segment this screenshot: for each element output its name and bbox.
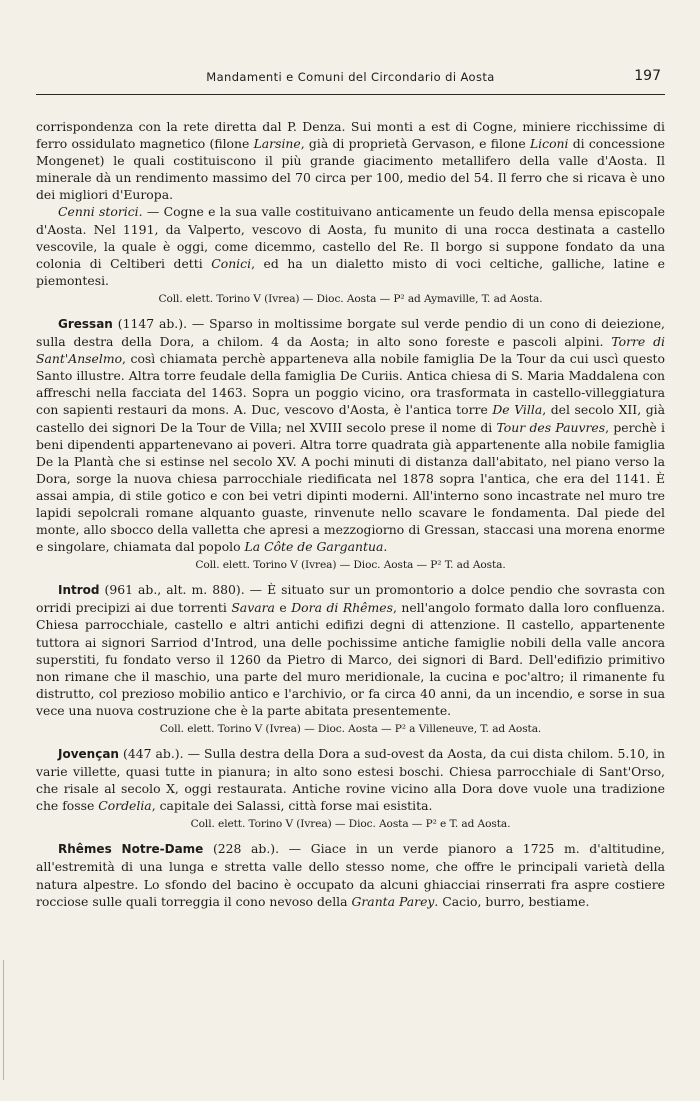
entry-name-introd: Introd <box>58 583 100 598</box>
text-run: (1147 ab.). — Sparso in moltissime borgate sul verde pendio di un cono di deiezione, sulla destra della Dora, a chilom. 4 da Aosta; in alto sono foreste e pascoli alpini. <box>36 315 665 350</box>
text-run: e <box>274 600 292 616</box>
header-rule <box>36 94 665 95</box>
italic-run: Dora di Rhêmes <box>291 600 393 616</box>
text-run: (447 ab.). — Sulla destra della Dora a sud-ovest da Aosta, da cui dista chilom. 5.10, in varie villette, quasi tutte in pianura; in alto sono estesi boschi. Chiesa parrocchiale di Sant'Orso, che risale al secolo X, oggi restaurata. Antiche rovine vicino alla Dora dove vuole una tradizione che fosse <box>36 746 665 814</box>
gressan-entry <box>36 315 665 555</box>
text-run: di concessione Mongenet) le quali costituiscono il più grande giacimento metallifero della valle d'Aosta. Il minerale dà un rendimento massimo del 70 circa per 100, medio del 54. Il ferro che si ricava è uno dei migliori d'Europa. <box>36 136 665 203</box>
jovencan-entry <box>36 745 665 814</box>
text-run: corrispondenza con la rete diretta dal P. Denza. Sui monti a est di Cogne, miniere ricchissime di ferro ossidulato magnetico (filone <box>36 119 665 152</box>
rhemes-entry <box>36 840 665 909</box>
italic-run: Cenni storici. <box>58 204 143 220</box>
gressan-admin-line: Coll. elett. Torino V (Ivrea) — Dioc. Aosta — P² T. ad Aosta. <box>195 559 506 572</box>
italic-run: Granta Parey <box>351 893 435 909</box>
text-run: , capitale dei Salassi, città forse mai esistita. <box>151 798 433 814</box>
italic-run: De Villa <box>492 402 543 418</box>
italic-run: Liconi <box>529 136 569 152</box>
page-number: 197 <box>634 68 661 84</box>
page-body <box>36 118 665 910</box>
entry-name-rhemes: Rhêmes Notre-Dame <box>58 842 204 857</box>
italic-run: La Côte de Gargantua. <box>244 539 388 555</box>
text-run: , del secolo XII, già castello dei signori De la Tour de Villa; nel XVIII secolo prese il nome di <box>36 402 665 435</box>
running-header <box>36 66 665 88</box>
text-run: — Cogne e la sua valle costituivano anticamente un feudo della mensa episcopale d'Aosta. Nel 1191, da Valperto, vescovo di Aosta, fu munito di una rocca destinata a castello vescovile, la quale è oggi, come dicemmo, castello del Re. Il borgo si suppone fondato da una colonia di Celtiberi detti <box>36 204 665 271</box>
italic-run: Savara <box>231 600 275 616</box>
text-run: , già di proprietà Gervason, e filone <box>300 136 530 152</box>
text-run: (228 ab.). — Giace in un verde pianoro a 1725 m. d'altitudine, all'estremità di una lunga e stretta valle dello stesso nome, che offre le principali varietà della natura alpestre. Lo sfondo del bacino è occupato da alcuni ghiacciai rinserrati fra aspre costiere rocciose sulle quali torreggia il cono nevoso della <box>36 841 665 909</box>
italic-run: Tour des Pauvres <box>496 419 606 435</box>
italic-run: Conici <box>211 255 252 271</box>
introd-entry <box>36 581 665 719</box>
running-title: Mandamenti e Comuni del Circondario di Aosta <box>206 70 495 84</box>
entry-name-gressan: Gressan <box>58 316 113 331</box>
cogne-admin-line: Coll. elett. Torino V (Ivrea) — Dioc. Aosta — P² ad Aymaville, T. ad Aosta. <box>158 292 543 305</box>
entry-name-jovencan: Jovençan <box>58 747 119 761</box>
italic-run: Torre di Sant'Anselmo <box>36 334 665 367</box>
cogne-continuation-paragraph <box>36 118 665 203</box>
text-run: , nell'angolo formato dalla loro confluenza. Chiesa parrocchiale, castello e altri antichi edifizi degni di attenzione. Il castello, appartenente tuttora ai signori Sarriod d'Introd, una delle pochissime antiche famiglie nobili della valle ancora superstiti, fu fondato verso il 1260 da Pietro di Marco, dei signori di Bard. Dell'edifizio primitivo non rimane che il maschio, una parte del muro meridionale, la cucina e poc'altro; il rimanente fu distrutto, col prezioso mobilio antico e l'archivio, or fa circa 40 anni, da un incendio, e sorse in sua vece una nuova costruzione che è la parte abitata presentemente. <box>36 600 666 718</box>
italic-run: Cordelia <box>98 798 152 814</box>
text-run: . Cacio, burro, bestiame. <box>434 893 590 909</box>
cogne-history-paragraph <box>36 203 665 288</box>
jovencan-admin-line: Coll. elett. Torino V (Ivrea) — Dioc. Aosta — P² e T. ad Aosta. <box>190 818 511 831</box>
introd-admin-line: Coll. elett. Torino V (Ivrea) — Dioc. Aosta — P² a Villeneuve, T. ad Aosta. <box>159 723 542 735</box>
text-run: (961 ab., alt. m. 880). — È situato sur un promontorio a dolce pendio che sovrasta con orridi precipizi ai due torrenti <box>36 582 665 616</box>
page-edge-mark <box>3 960 4 1080</box>
text-run: , perchè i beni dipendenti appartenevano ai poveri. Altra torre quadrata già appartenente alla nobile famiglia De la Plantà che si estinse nel secolo XV. A pochi minuti di distanza dall'abitato, nel piano verso la Dora, sorge la nuova chiesa parrocchiale riedificata nel 1878 sopra l'antica, che era del 1141. È assai ampia, di stile gotico e con bei vetri dipinti moderni. All'interno sono incastrate nel muro tre lapidi sepolcrali romane alquanto guaste, rinvenute nello scavare le fondamenta. Dal piede del monte, allo sbocco della valletta che apresi a mezzogiorno di Gressan, staccasi una morena enorme e singolare, chiamata dal popolo <box>36 419 665 555</box>
italic-run: Larsine <box>253 136 301 152</box>
text-run: , ed ha un dialetto misto di voci celtiche, galliche, latine e piemontesi. <box>36 255 665 288</box>
text-run: , così chiamata perchè apparteneva alla nobile famiglia De la Tour da cui uscì questo Santo illustre. Altra torre feudale della famiglia De Curiis. Antica chiesa di S. Maria Maddalena con affreschi nella facciata del 1463. Sopra un poggio vicino, ora trasformata in castello-villeggiatura con sapienti restauri da mons. A. Duc, vescovo d'Aosta, è l'antica torre <box>36 351 665 418</box>
